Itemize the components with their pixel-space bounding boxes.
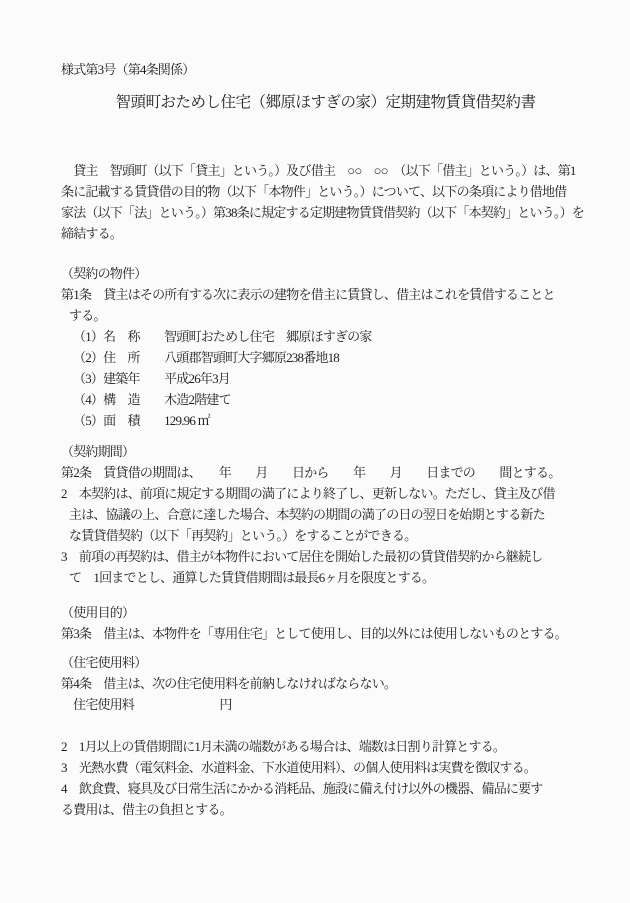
doc-line: 第1条 貸主はその所有する次に表示の建物を借主に賃貸し、借主はこれを賃借することと (61, 287, 555, 302)
doc-line: （1）名 称 智頭町おためし住宅 郷原ほすぎの家 (73, 329, 372, 344)
doc-line: （2）住 所 八頭郡智頭町大字郷原238番地18 (73, 350, 340, 365)
doc-line: （4）構 造 木造2階建て (73, 392, 231, 407)
doc-line: する。 (69, 308, 106, 323)
doc-line: な賃貸借契約（以下「再契約」という。）をすることができる。 (69, 528, 417, 543)
doc-line: 3 光熱水費（電気料金、水道料金、下水道使用料）、の個人使用料は実費を徴収する。 (61, 760, 537, 775)
doc-line: 2 本契約は、前項に規定する期間の満了により終了し、更新しない。ただし、貸主及び借 (61, 486, 555, 501)
doc-line: 第3条 借主は、本物件を「専用住宅」として使用し、目的以外には使用しないものとする。 (61, 626, 567, 641)
doc-line: 貸主 智頭町（以下「貸主」という。）及び借主 ○○ ○○ （以下「借主」という。）は、第1 (61, 163, 576, 178)
form-number: 様式第3号（第4条関係） (61, 62, 195, 77)
doc-line: る費用は、借主の負担とする。 (61, 802, 232, 817)
doc-line: 主は、協議の上、合意に達した場合、本契約の期間の満了の日の翌日を始期とする新た (69, 507, 545, 522)
section (61, 602, 590, 644)
doc-line: （3）建築年 平成26年3月 (73, 371, 231, 386)
section-heading: （住宅使用料） (61, 655, 147, 670)
section (61, 441, 590, 588)
blank-line (61, 715, 590, 736)
doc-line: 住宅使用料 円 (73, 697, 232, 712)
section-heading: （契約期間） (61, 444, 135, 459)
doc-line: 4 飲食費、寝具及び日常生活にかかる消耗品、施設に備え付け以外の機器、備品に要す (61, 781, 543, 796)
section-heading: （使用目的） (61, 605, 135, 620)
doc-line: 3 前項の再契約は、借主が本物件において居住を開始した最初の賃貸借契約から継続し (61, 549, 543, 564)
sections (61, 263, 590, 820)
doc-line: て 1回までとし、通算した賃貸借期間は最長6ヶ月を限度とする。 (69, 570, 435, 585)
doc-line: 第2条 賃貸借の期間は、 年 月 日から 年 月 日までの 間とする。 (61, 465, 561, 480)
doc-line: 第4条 借主は、次の住宅使用料を前納しなければならない。 (61, 676, 397, 691)
doc-line: 2 1月以上の賃借期間に1月未満の端数がある場合は、端数は日割り計算とする。 (61, 739, 506, 754)
document-title: 智頭町おためし住宅（郷原ほすぎの家）定期建物賃貸借契約書 (115, 94, 536, 111)
doc-line: 締結する。 (61, 226, 123, 241)
section (61, 652, 590, 820)
section-heading: （契約の物件） (61, 266, 147, 281)
doc-line: 家法（以下「法」という。）第38条に規定する定期建物賃貸借契約（以下「本契約」という。）を (61, 205, 585, 220)
doc-line: （5）面 積 129.96 ㎡ (73, 413, 210, 428)
section (61, 263, 590, 431)
preamble (61, 160, 590, 244)
doc-line: 条に記載する賃貸借の目的物（以下「本物件」という。）について、以下の条項により借地借 (61, 184, 567, 199)
